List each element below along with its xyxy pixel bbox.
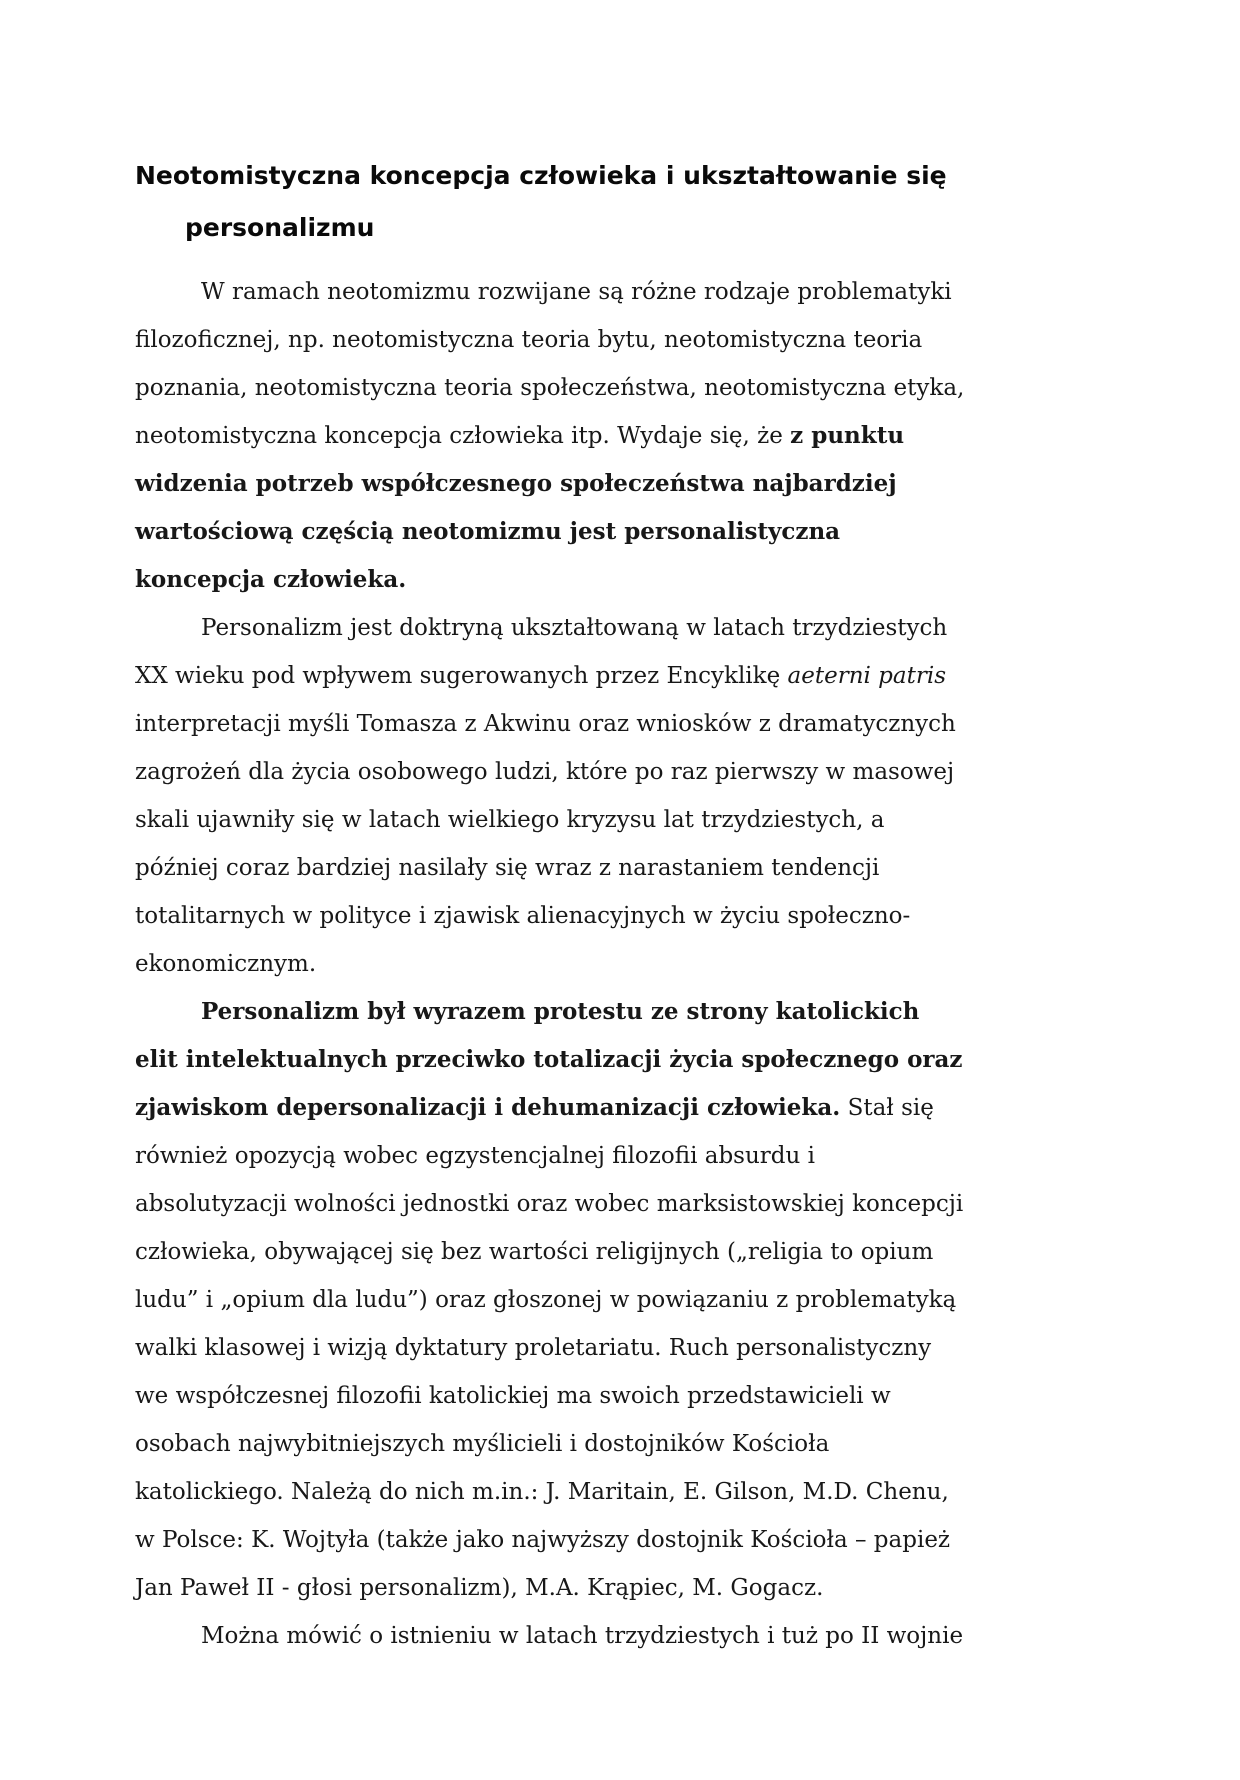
paragraph-2 [135,604,970,988]
text-run: Personalizm był wyrazem protestu ze strony katolickich elit intelektualnych przeciwko totalizacji życia społecznego oraz zjawiskom depersonalizacji i dehumanizacji człowieka. [135,998,963,1121]
document-title [135,150,970,254]
paragraph-1 [135,268,970,604]
document-body [135,268,970,1660]
text-run: Można mówić o istnieniu w latach trzydziestych i tuż po II wojnie [201,1623,964,1649]
text-run: z punktu widzenia potrzeb współczesnego społeczeństwa najbardziej wartościową częścią neotomizmu jest personalistyczna koncepcja człowieka. [135,422,905,593]
paragraph-3 [135,988,970,1612]
text-run: Personalizm jest doktryną ukształtowaną w latach trzydziestych XX wieku pod wpływem sugerowanych przez Encyklikę [135,615,948,689]
text-run: interpretacji myśli Tomasza z Akwinu oraz wniosków z dramatycznych zagrożeń dla życia osobowego ludzi, które po raz pierwszy w masowej skali ujawniły się w latach wielkiego kryzysu lat trzydziestych, a później coraz bardziej nasilały się wraz z narastaniem tendencji totalitarnych w polityce i zjawisk alienacyjnych w życiu społeczno-ekonomicznym. [135,711,956,977]
document-title-line-1: Neotomistyczna koncepcja człowieka i ukształtowanie się [135,161,947,190]
document-title-line-2: personalizmu [185,213,375,242]
paragraph-4 [135,1612,970,1660]
text-run: W ramach neotomizmu rozwijane są różne rodzaje problematyki filozoficznej, np. neotomistyczna teoria bytu, neotomistyczna teoria poznania, neotomistyczna teoria społeczeństwa, neotomistyczna etyka, neotomistyczna koncepcja człowieka itp. Wydaje się, że [135,279,965,449]
text-run: aeterni patris [787,663,947,689]
text-run: Stał się również opozycją wobec egzystencjalnej filozofii absurdu i absolutyzacji wolności jednostki oraz wobec marksistowskiej koncepcji człowieka, obywającej się bez wartości religijnych („religia to opium ludu” i „opium dla ludu”) oraz głoszonej w powiązaniu z problematyką walki klasowej i wizją dyktatury proletariatu. Ruch personalistyczny we współczesnej filozofii katolickiej ma swoich przedstawicieli w osobach najwybitniejszych myślicieli i dostojników Kościoła katolickiego. Należą do nich m.in.: J. Maritain, E. Gilson, M.D. Chenu, w Polsce: K. Wojtyła (także jako najwyższy dostojnik Kościoła – papież Jan Paweł II - głosi personalizm), M.A. Krąpiec, M. Gogacz. [135,1095,964,1601]
